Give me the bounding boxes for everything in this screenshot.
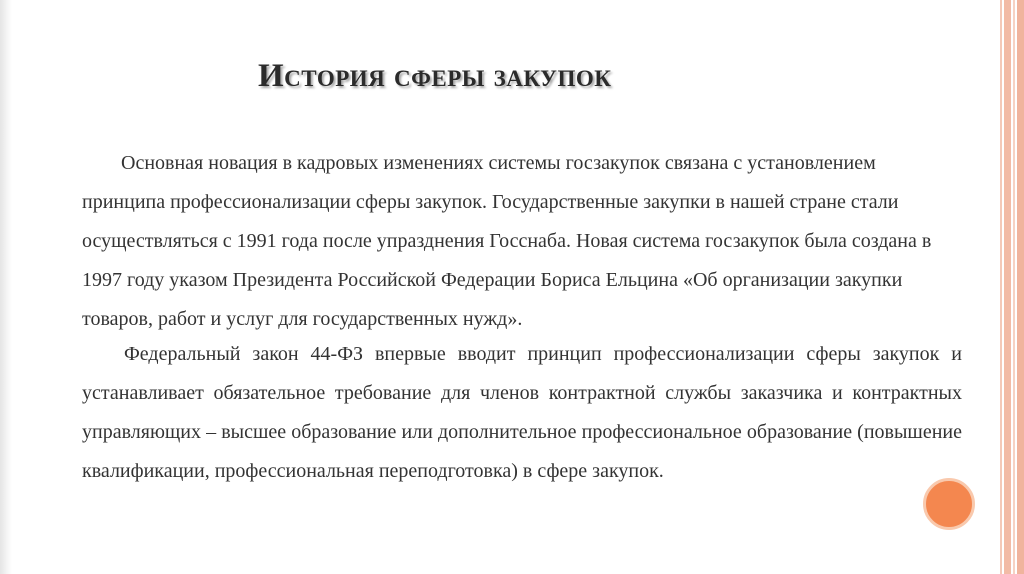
left-edge-shadow: [0, 0, 12, 574]
paragraph-1: Основная новация в кадровых изменениях системы госзакупок связана с установлением принципа профессионализации сферы закупок. Государственные закупки в нашей стране стали осуществляться с 1991 года после упразднения Госснаба. Новая система госзакупок была создана в 1997 году указом Президента Российской Федерации Бориса Ельцина «Об организации закупки товаров, работ и услуг для государственных нужд».: [82, 152, 932, 330]
stripe-1: [1000, 0, 1002, 574]
stripe-2: [1004, 0, 1011, 574]
decorative-circle: [923, 478, 975, 530]
slide-title: История сферы закупок: [258, 58, 612, 94]
paragraph-2: Федеральный закон 44-ФЗ впервые вводит принцип профессионализации сферы закупок и устанавливает обязательное требование для членов контрактной службы заказчика и контрактных управляющих – высшее образование или дополнительное профессиональное образование (повышение квалификации, профессиональная переподготовка) в сфере закупок.: [82, 343, 962, 482]
stripe-4: [1017, 0, 1024, 574]
stripe-3: [1013, 0, 1015, 574]
decorative-stripes: [998, 0, 1024, 574]
